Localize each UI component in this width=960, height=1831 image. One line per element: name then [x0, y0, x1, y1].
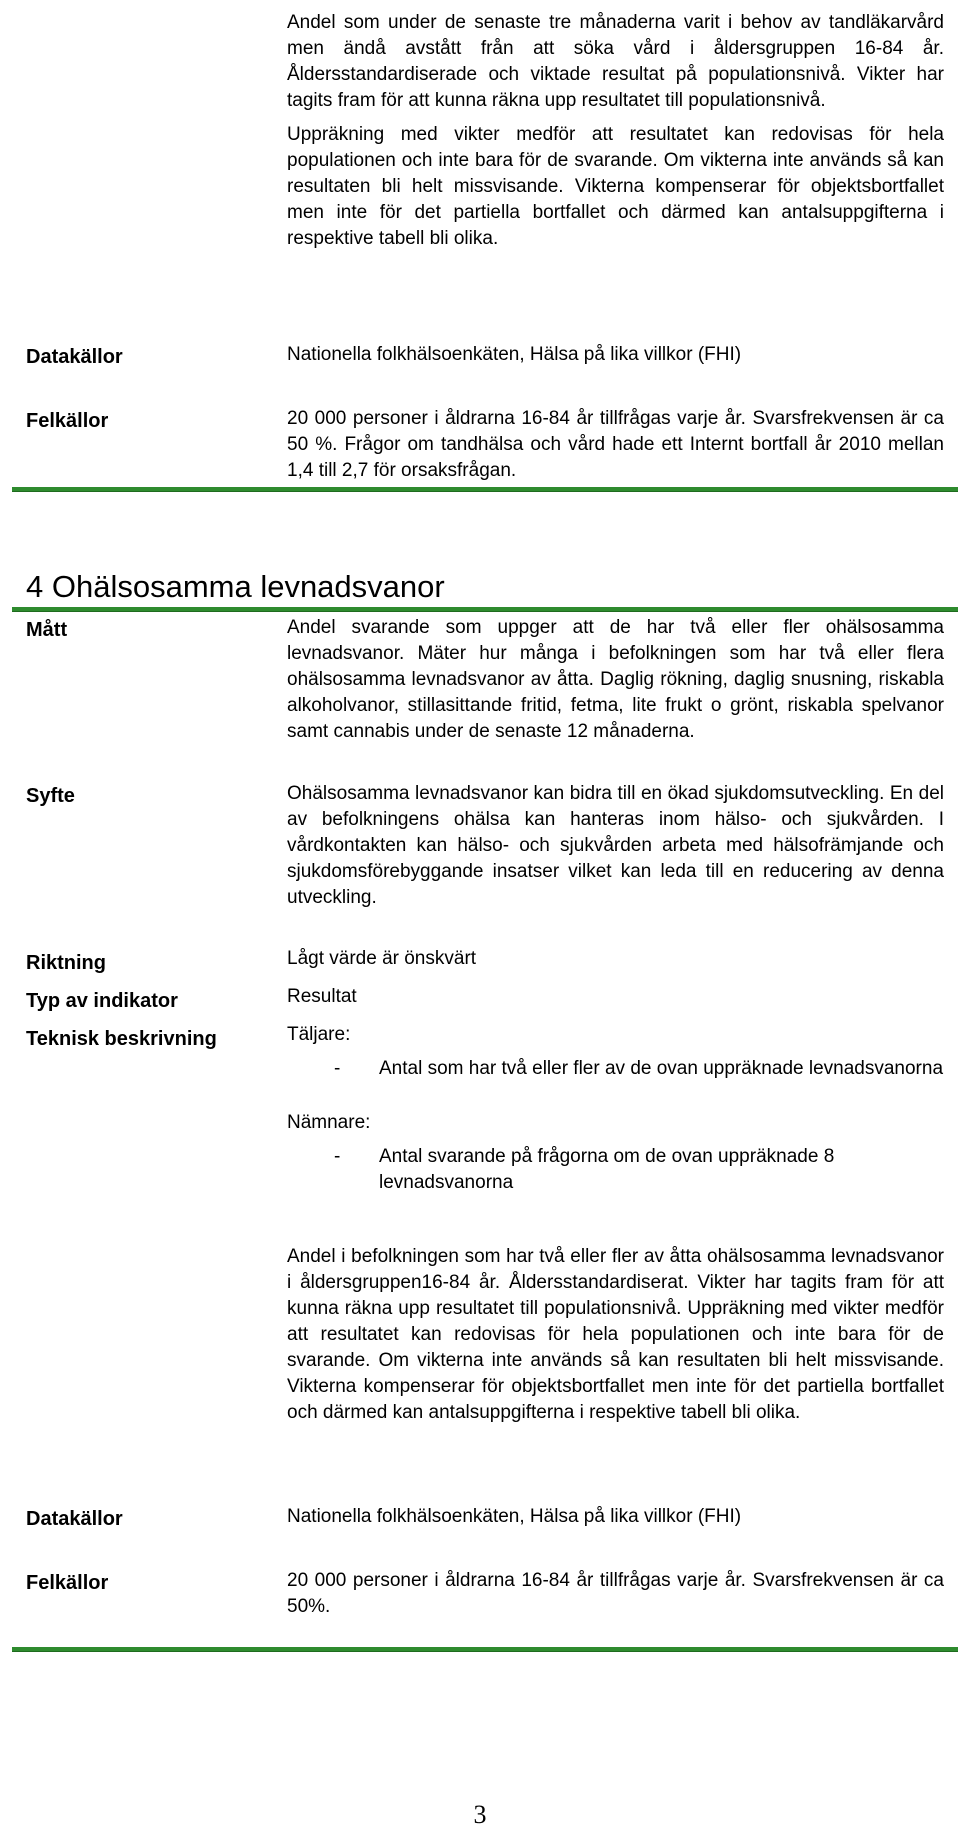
felkallor-value: 20 000 personer i åldrarna 16-84 år tillfrågas varje år. Svarsfrekvensen är ca 50%.	[287, 1570, 944, 1617]
page-number: 3	[473, 1800, 487, 1829]
prev-felkallor-value: 20 000 personer i åldrarna 16-84 år tillfrågas varje år. Svarsfrekvensen är ca 50 %. Frågor om tandhälsa och vård hade ett Internt bortfall år 2010 mellan 1,4 till 2,7 för orsaksfrågan.	[287, 408, 944, 481]
typ-av-indikator-value: Resultat	[287, 986, 357, 1007]
namnare-item-text: Antal svarande på frågorna om de ovan uppräknade 8 levnadsvanorna	[379, 1146, 835, 1193]
matt-label: Mått	[26, 619, 68, 641]
section-divider-top	[12, 487, 958, 492]
prev-description-paragraph-2: Uppräkning med vikter medför att resultatet kan redovisas för hela populationen och inte bara för de svarande. Om vikterna inte används så kan resultaten bli helt missvisande. Vikterna kompenserar för objektsbortfallet men inte för det partiella bortfallet och därmed kan antalsuppgifterna i respektive tabell bli olika.	[287, 124, 944, 249]
prev-description	[287, 10, 944, 252]
prev-datakallor-value: Nationella folkhälsoenkäten, Hälsa på lika villkor (FHI)	[287, 344, 742, 365]
datakallor-label: Datakällor	[26, 1508, 123, 1530]
section-heading: 4 Ohälsosamma levnadsvanor	[26, 569, 445, 604]
datakallor-value: Nationella folkhälsoenkäten, Hälsa på lika villkor (FHI)	[287, 1506, 742, 1527]
riktning-value: Lågt värde är önskvärt	[287, 948, 477, 969]
matt-value: Andel svarande som uppger att de har två eller fler ohälsosamma levnadsvanor. Mäter hur många i befolkningen som har två eller flera ohälsosamma levnadsvanor av åtta. Daglig rökning, daglig snusning, riskabla alkoholvanor, stillasittande fritid, fetma, lite frukt o grönt, riskabla spelvanor samt cannabis under de senaste 12 månaderna.	[287, 617, 944, 742]
teknisk-paragraph: Andel i befolkningen som har två eller fler av åtta ohälsosamma levnadsvanor i åldersgruppen16-84 år. Åldersstandardiserat. Vikter har tagits fram för att kunna räkna upp resultatet till populationsnivå. Uppräkning med vikter medför att resultatet kan redovisas för hela populationen och inte bara för de svarande. Om vikterna inte används så kan resultaten bli helt missvisande. Vikterna kompenserar för objektsbortfallet men inte för det partiella bortfallet och därmed kan antalsuppgifterna i respektive tabell bli olika.	[287, 1246, 944, 1423]
list-dash: -	[334, 1058, 341, 1079]
teknisk-beskrivning-label: Teknisk beskrivning	[26, 1028, 217, 1050]
prev-datakallor-label: Datakällor	[26, 346, 123, 368]
felkallor-label: Felkällor	[26, 1572, 109, 1594]
namnare-label: Nämnare:	[287, 1112, 371, 1133]
section-divider-bottom	[12, 1647, 958, 1652]
syfte-label: Syfte	[26, 785, 75, 807]
riktning-label: Riktning	[26, 952, 106, 974]
prev-felkallor-label: Felkällor	[26, 410, 109, 432]
taljare-item-text: Antal som har två eller fler av de ovan uppräknade levnadsvanorna	[379, 1058, 944, 1079]
list-dash: -	[334, 1146, 341, 1167]
section-heading-rule	[12, 607, 958, 612]
taljare-label: Täljare:	[287, 1024, 351, 1045]
prev-description-paragraph-1: Andel som under de senaste tre månaderna varit i behov av tandläkarvård men ändå avstått från att söka vård i åldersgruppen 16-84 år. Åldersstandardiserade och viktade resultat på populationsnivå. Vikter har tagits fram för att kunna räkna upp resultatet till populationsnivå.	[287, 12, 944, 111]
syfte-value: Ohälsosamma levnadsvanor kan bidra till en ökad sjukdomsutveckling. En del av befolkningens ohälsa kan hanteras inom hälso- och sjukvården. I vårdkontakten kan hälso- och sjukvården arbeta med hälsofrämjande och sjukdomsförebyggande insatser vilket kan leda till en reducering av denna utveckling.	[287, 783, 944, 908]
typ-av-indikator-label: Typ av indikator	[26, 990, 178, 1012]
